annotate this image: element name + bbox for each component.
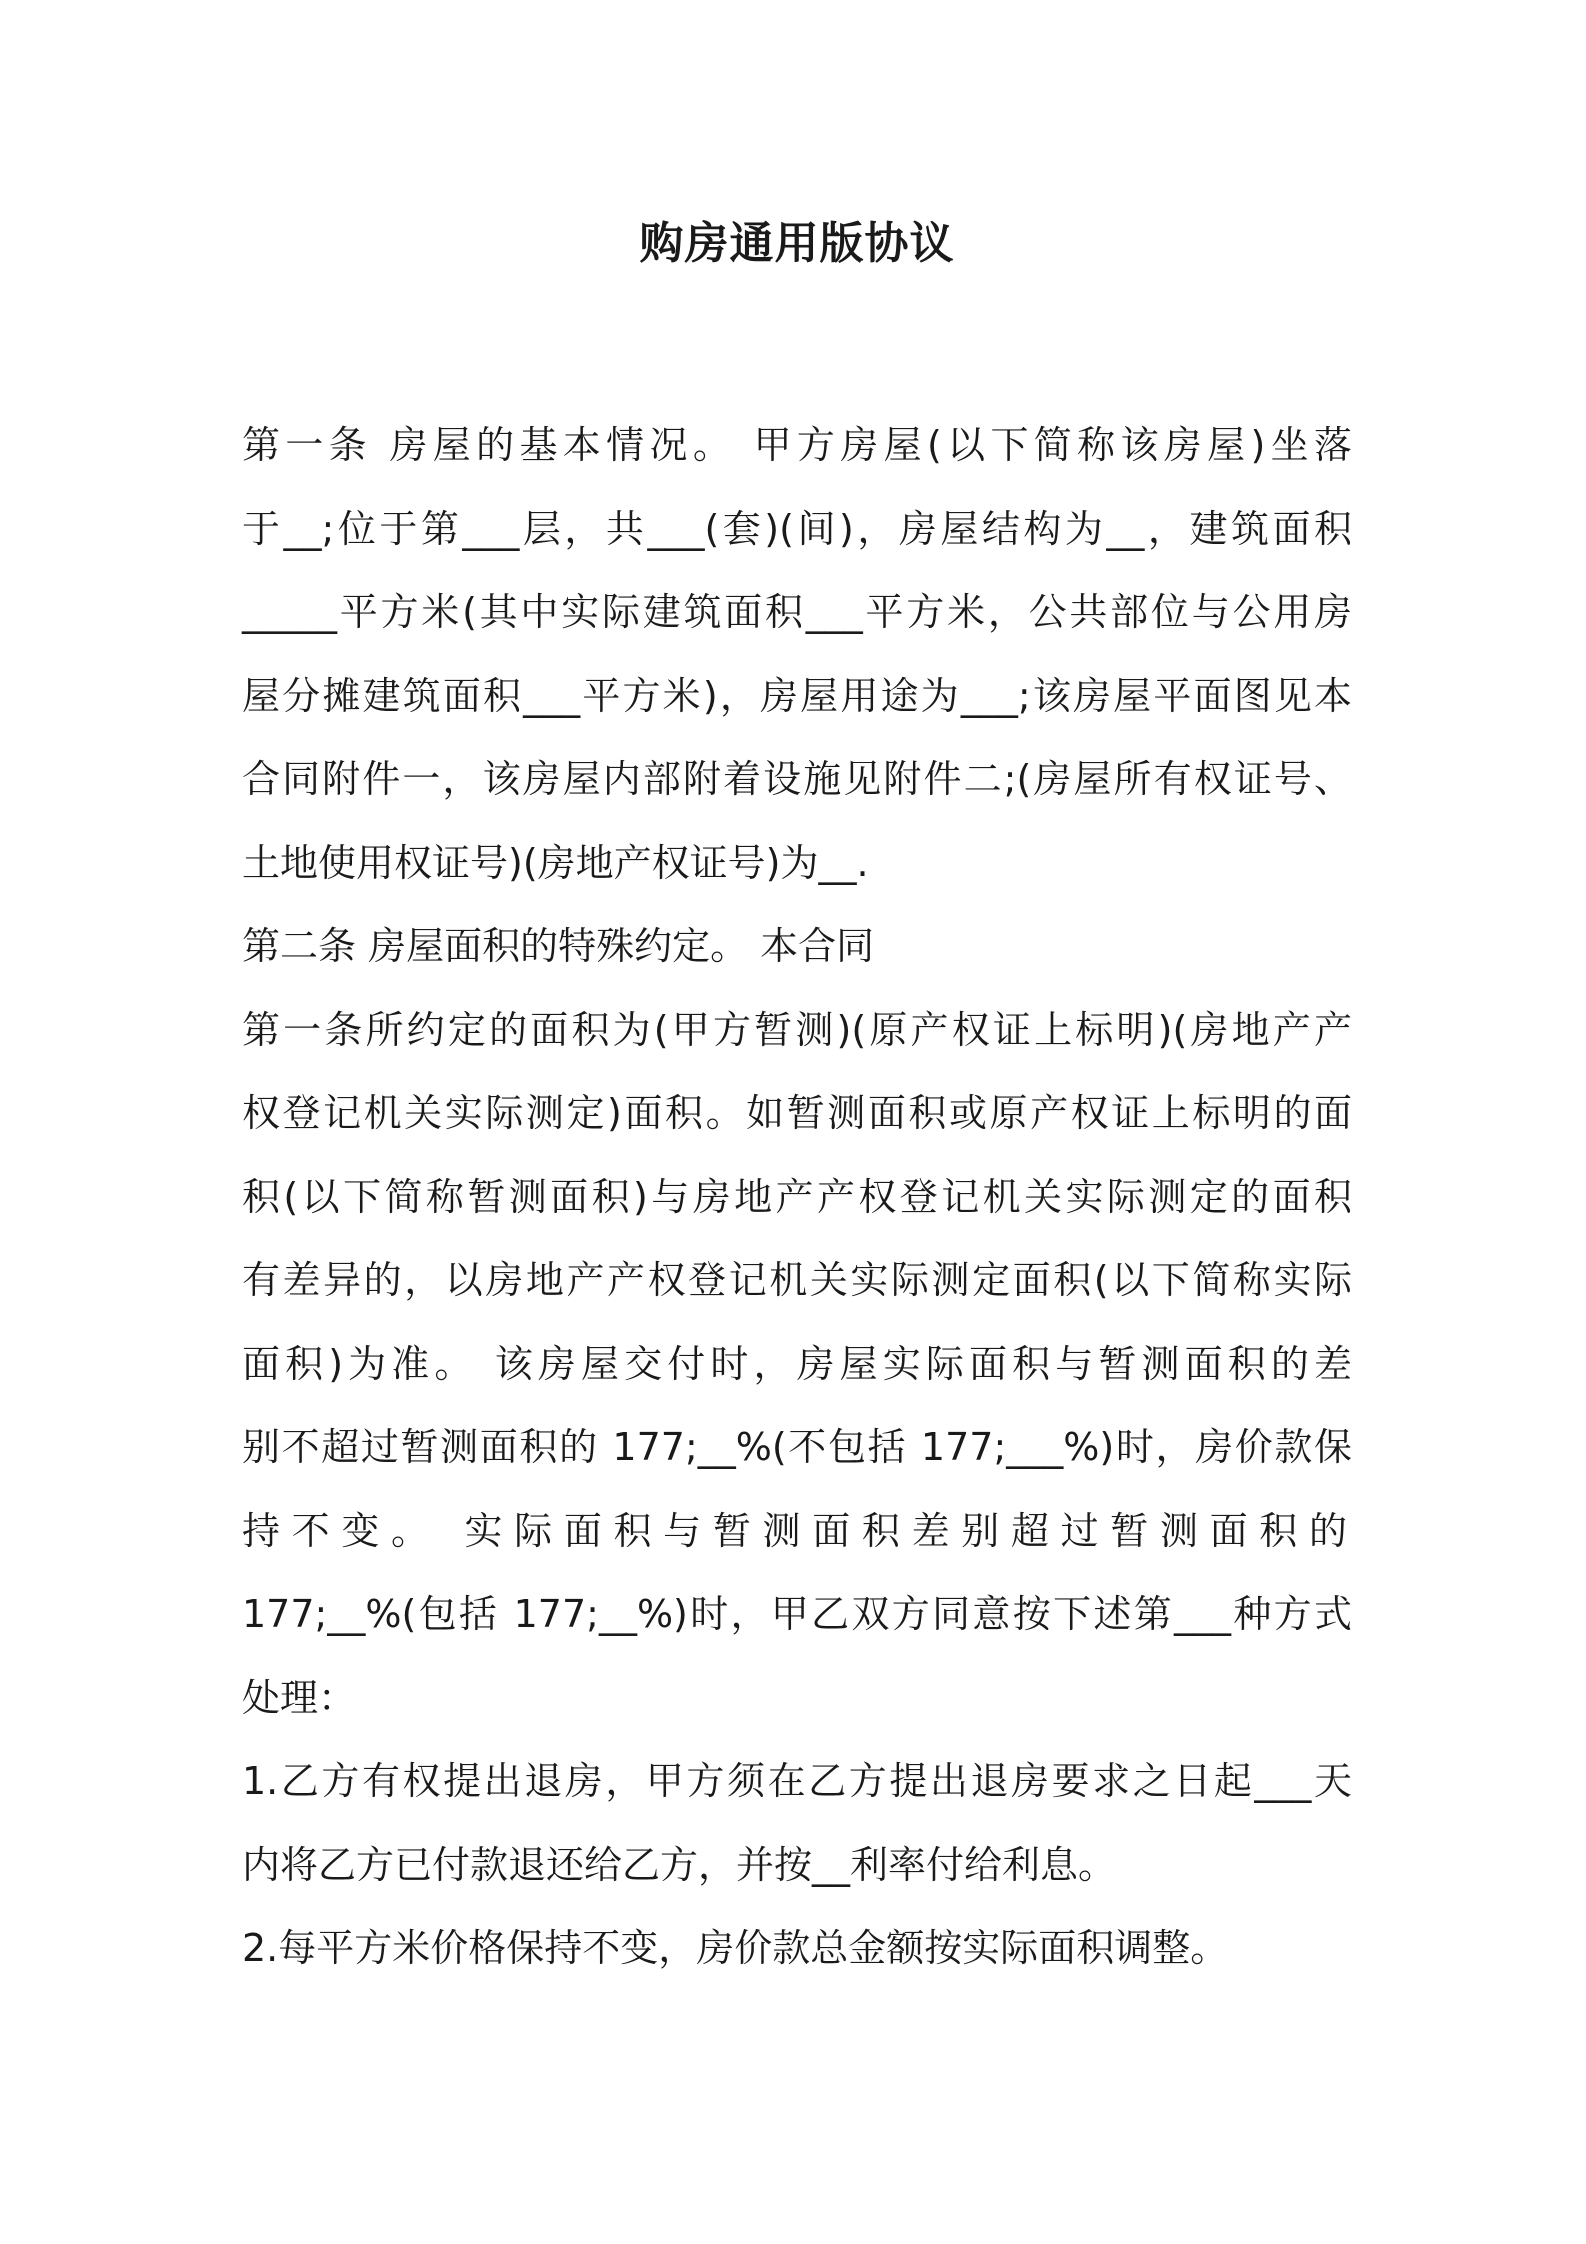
document-title: 购房通用版协议	[639, 218, 955, 269]
body-line: 内将乙方已付款退还给乙方，并按__利率付给利息。	[242, 1842, 1117, 1887]
body-line: 权登记机关实际测定)面积。如暂测面积或原产权证上标明的面	[242, 1091, 1352, 1135]
body-line: 土地使用权证号)(房地产权证号)为__.	[242, 840, 869, 885]
body-line: 第一条 房屋的基本情况。 甲方房屋(以下简称该房屋)坐落	[242, 423, 1352, 467]
body-line: _____平方米(其中实际建筑面积___平方米，公共部位与公用房	[242, 590, 1352, 634]
body-line: 第一条所约定的面积为(甲方暂测)(原产权证上标明)(房地产产	[242, 1007, 1352, 1052]
body-line: 合同附件一，该房屋内部附着设施见附件二;(房屋所有权证号、	[242, 757, 1352, 801]
body-line: 积(以下简称暂测面积)与房地产产权登记机关实际测定的面积	[242, 1174, 1352, 1219]
body-line: 2.每平方米价格保持不变，房价款总金额按实际面积调整。	[242, 1926, 1229, 1970]
body-line: 有差异的，以房地产产权登记机关实际测定面积(以下简称实际	[242, 1258, 1352, 1302]
body-line: 面积)为准。 该房屋交付时，房屋实际面积与暂测面积的差	[242, 1341, 1352, 1386]
body-line: 处理：	[242, 1675, 357, 1720]
body-line: 屋分摊建筑面积___平方米)，房屋用途为___;该房屋平面图见本	[242, 673, 1352, 718]
body-line: 1.乙方有权提出退房，甲方须在乙方提出退房要求之日起___天	[242, 1759, 1352, 1803]
body-line: 第二条 房屋面积的特殊约定。 本合同	[242, 924, 875, 968]
body-line: 持不变。 实际面积与暂测面积差别超过暂测面积的	[242, 1508, 1352, 1553]
body-line: 于__;位于第___层，共___(套)(间)，房屋结构为__，建筑面积	[242, 506, 1352, 551]
document-body	[242, 404, 1352, 1991]
body-line: 别不超过暂测面积的 177;__%(不包括 177;___%)时，房价款保	[242, 1425, 1352, 1469]
body-line: 177;__%(包括 177;__%)时，甲乙双方同意按下述第___种方式	[242, 1592, 1352, 1636]
